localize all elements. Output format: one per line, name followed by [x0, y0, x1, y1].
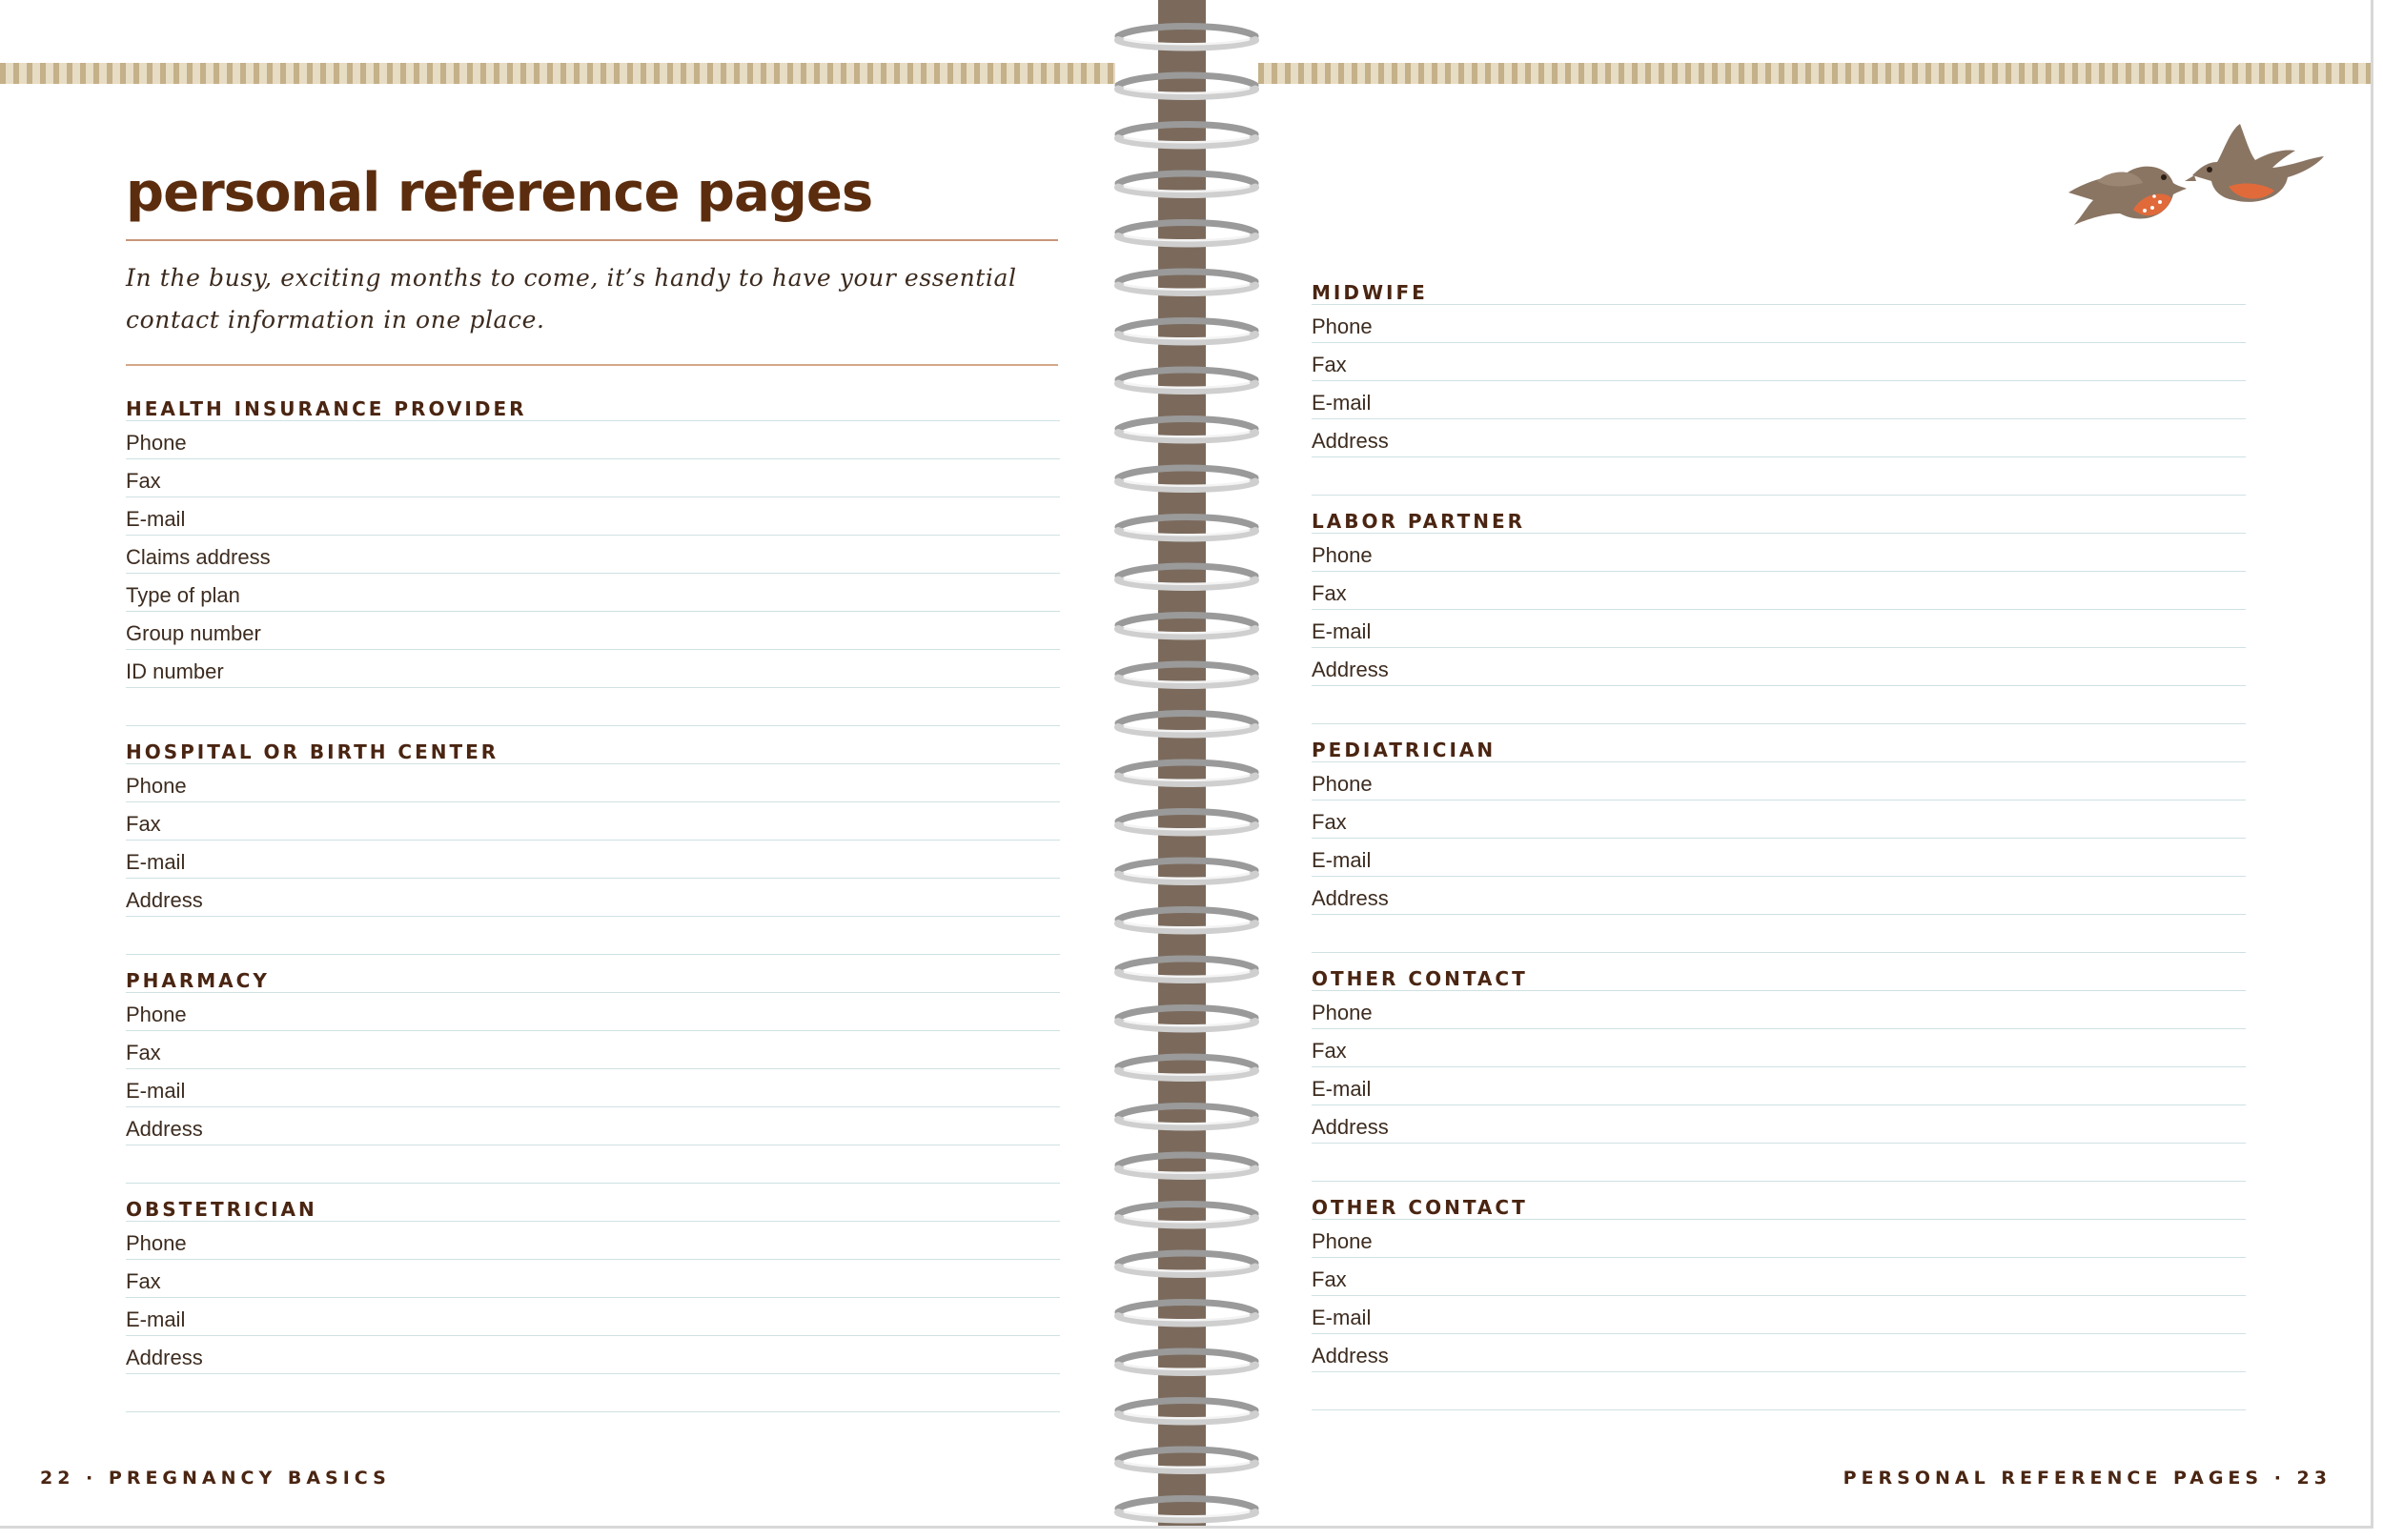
field-label: Fax	[1312, 1267, 1347, 1291]
spiral-coil	[1118, 419, 1255, 440]
field-label: Phone	[126, 431, 187, 455]
field-label: Phone	[126, 1231, 187, 1255]
field-row[interactable]	[126, 879, 1060, 917]
spiral-coil	[1118, 1351, 1255, 1372]
field-row[interactable]	[1312, 1334, 2246, 1372]
left-page	[0, 0, 1115, 1529]
field-label: Address	[1312, 658, 1389, 681]
spiral-coil	[1118, 664, 1255, 685]
field-label: Fax	[126, 1041, 161, 1064]
section-heading-text: OTHER CONTACT	[1312, 967, 1528, 990]
field-label: Phone	[1312, 543, 1373, 567]
field-label: Address	[126, 1117, 203, 1141]
spiral-coil	[1118, 223, 1255, 244]
spiral-coil	[1118, 321, 1255, 342]
spiral-coil	[1118, 1401, 1255, 1422]
field-row[interactable]	[1312, 762, 2246, 800]
spiral-coil	[1118, 566, 1255, 587]
section-heading	[126, 955, 1060, 993]
spiral-coil	[1118, 173, 1255, 194]
spiral-coil	[1118, 1205, 1255, 1226]
field-label: Fax	[1312, 353, 1347, 376]
field-row[interactable]	[126, 1107, 1060, 1145]
field-row[interactable]	[126, 1069, 1060, 1107]
field-label: Phone	[1312, 1001, 1373, 1024]
field-label: Claims address	[126, 545, 271, 569]
two-birds-icon	[2059, 114, 2326, 248]
field-row[interactable]	[1312, 572, 2246, 610]
field-row[interactable]	[126, 1031, 1060, 1069]
field-row[interactable]	[126, 1336, 1060, 1374]
field-row[interactable]	[126, 497, 1060, 536]
spiral-coil	[1118, 762, 1255, 783]
field-label: E-mail	[126, 1307, 186, 1331]
field-label: Group number	[126, 621, 261, 645]
field-row[interactable]	[1312, 1067, 2246, 1105]
field-label: Fax	[1312, 810, 1347, 834]
spiral-coil	[1118, 272, 1255, 293]
section-heading	[1312, 1182, 2246, 1220]
large-bird-icon	[2185, 124, 2324, 202]
intro-divider	[126, 364, 1058, 366]
section-labor-partner	[1312, 496, 2246, 724]
spiral-coil	[1118, 27, 1255, 48]
field-row[interactable]	[126, 1260, 1060, 1298]
section-heading-text: PEDIATRICIAN	[1312, 739, 1497, 761]
spiral-coil	[1118, 616, 1255, 637]
field-label: Address	[126, 1346, 203, 1369]
field-row[interactable]	[1312, 648, 2246, 686]
title-divider	[126, 239, 1058, 241]
field-row[interactable]	[1312, 610, 2246, 648]
spiral-coil	[1118, 910, 1255, 931]
page-footer-right: PERSONAL REFERENCE PAGES · 23	[1843, 1468, 2332, 1489]
intro-text: In the busy, exciting months to come, it’s handy to have your essential contact information in one place.	[126, 264, 1017, 334]
field-label: Fax	[126, 1269, 161, 1293]
section-pharmacy	[126, 955, 1060, 1184]
blank-line[interactable]	[126, 688, 1060, 726]
section-heading-text: HOSPITAL OR BIRTH CENTER	[126, 740, 499, 763]
section-pediatrician	[1312, 724, 2246, 953]
blank-line[interactable]	[1312, 1372, 2246, 1410]
blank-line[interactable]	[1312, 686, 2246, 724]
section-heading-text: LABOR PARTNER	[1312, 510, 1526, 533]
field-label: Address	[1312, 1344, 1389, 1368]
section-heading	[1312, 496, 2246, 534]
spiral-coil	[1118, 812, 1255, 833]
field-row[interactable]	[1312, 1258, 2246, 1296]
field-row[interactable]	[126, 421, 1060, 459]
field-row[interactable]	[126, 993, 1060, 1031]
spiral-coil	[1118, 1499, 1255, 1520]
field-row[interactable]	[1312, 1296, 2246, 1334]
spiral-coil	[1118, 1253, 1255, 1274]
field-label: E-mail	[1312, 1077, 1372, 1101]
field-row[interactable]	[1312, 1220, 2246, 1258]
section-heading-text: OBSTETRICIAN	[126, 1198, 317, 1221]
blank-line[interactable]	[1312, 915, 2246, 953]
spiral-coil	[1118, 1106, 1255, 1127]
field-label: Address	[126, 888, 203, 912]
section-heading	[1312, 953, 2246, 991]
page-footer-left: 22 · PREGNANCY BASICS	[40, 1468, 391, 1489]
page-title: personal reference pages	[126, 162, 873, 224]
field-label: E-mail	[1312, 619, 1372, 643]
field-row[interactable]	[126, 459, 1060, 497]
field-row[interactable]	[126, 1298, 1060, 1336]
field-label: E-mail	[126, 507, 186, 531]
section-heading-text: OTHER CONTACT	[1312, 1196, 1528, 1219]
spiral-coil	[1118, 1057, 1255, 1078]
field-row[interactable]	[1312, 305, 2246, 343]
section-hospital	[126, 726, 1060, 955]
spiral-coil	[1118, 370, 1255, 391]
section-midwife	[1312, 267, 2246, 496]
field-label: E-mail	[1312, 391, 1372, 415]
field-row[interactable]	[1312, 343, 2246, 381]
blank-line[interactable]	[126, 1145, 1060, 1184]
field-label: Type of plan	[126, 583, 240, 607]
spiral-coil	[1118, 959, 1255, 980]
field-label: Phone	[1312, 314, 1373, 338]
section-heading	[126, 383, 1060, 421]
field-row[interactable]	[126, 1222, 1060, 1260]
spiral-coil	[1118, 1303, 1255, 1324]
field-row[interactable]	[1312, 877, 2246, 915]
field-label: Phone	[126, 1003, 187, 1026]
field-row[interactable]	[1312, 419, 2246, 457]
field-row[interactable]	[1312, 800, 2246, 839]
field-label: Address	[1312, 429, 1389, 453]
field-row[interactable]	[1312, 534, 2246, 572]
field-label: Fax	[1312, 581, 1347, 605]
field-label: E-mail	[1312, 848, 1372, 872]
section-heading	[126, 1184, 1060, 1222]
spiral-coil	[1118, 75, 1255, 96]
field-label: Address	[1312, 1115, 1389, 1139]
field-label: ID number	[126, 659, 224, 683]
blank-line[interactable]	[1312, 1144, 2246, 1182]
field-row[interactable]	[1312, 381, 2246, 419]
section-heading	[126, 726, 1060, 764]
field-label: Phone	[1312, 772, 1373, 796]
field-row[interactable]	[126, 802, 1060, 841]
spiral-binding	[1110, 0, 1263, 1529]
section-heading-text: HEALTH INSURANCE PROVIDER	[126, 397, 527, 420]
blank-line[interactable]	[126, 917, 1060, 955]
section-obstetrician	[126, 1184, 1060, 1412]
field-row[interactable]	[1312, 1029, 2246, 1067]
section-heading-text: MIDWIFE	[1312, 281, 1428, 304]
field-row[interactable]	[126, 536, 1060, 574]
blank-line[interactable]	[126, 1374, 1060, 1412]
section-health-insurance	[126, 383, 1060, 726]
field-row[interactable]	[126, 612, 1060, 650]
field-label: Fax	[1312, 1039, 1347, 1063]
field-label: E-mail	[126, 850, 186, 874]
spiral-coil	[1118, 468, 1255, 489]
spiral-coil	[1118, 714, 1255, 735]
right-page	[1258, 0, 2373, 1529]
field-row[interactable]	[126, 841, 1060, 879]
spiral-coil	[1118, 517, 1255, 538]
field-label: E-mail	[126, 1079, 186, 1103]
section-other-contact-2	[1312, 1182, 2246, 1410]
spiral-coil	[1118, 1155, 1255, 1176]
field-row[interactable]	[1312, 1105, 2246, 1144]
field-label: E-mail	[1312, 1306, 1372, 1329]
section-heading	[1312, 267, 2246, 305]
spiral-coil	[1118, 125, 1255, 146]
small-bird-icon	[2068, 167, 2187, 225]
spiral-coil	[1118, 1008, 1255, 1029]
field-row[interactable]	[126, 650, 1060, 688]
field-label: Phone	[126, 774, 187, 798]
field-row[interactable]	[126, 764, 1060, 802]
field-row[interactable]	[126, 574, 1060, 612]
field-row[interactable]	[1312, 991, 2246, 1029]
field-label: Fax	[126, 469, 161, 493]
spiral-coil	[1118, 1449, 1255, 1470]
section-other-contact-1	[1312, 953, 2246, 1182]
section-heading-text: PHARMACY	[126, 969, 270, 992]
spiral-coil	[1118, 861, 1255, 881]
field-label: Address	[1312, 886, 1389, 910]
section-heading	[1312, 724, 2246, 762]
field-label: Phone	[1312, 1229, 1373, 1253]
field-label: Fax	[126, 812, 161, 836]
blank-line[interactable]	[1312, 457, 2246, 496]
field-row[interactable]	[1312, 839, 2246, 877]
